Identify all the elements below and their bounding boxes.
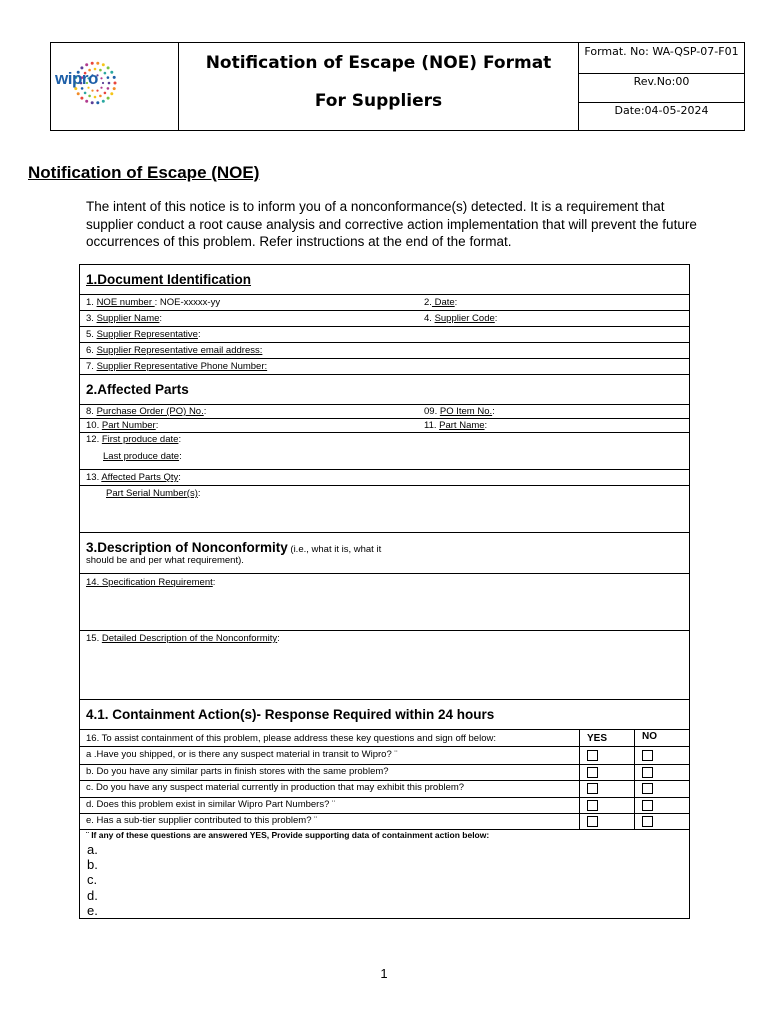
supplier-rep-label: Supplier Representative xyxy=(96,329,198,340)
supplier-email-field[interactable] xyxy=(86,345,262,356)
serial-number-label: Part Serial Number(s) xyxy=(106,488,198,499)
field-suffix: : xyxy=(454,297,458,308)
divider xyxy=(80,797,689,798)
format-date: Date:04-05-2024 xyxy=(614,104,709,117)
divider xyxy=(80,310,689,311)
yes-checkbox[interactable] xyxy=(587,816,598,827)
field-prefix: 12. xyxy=(86,434,102,445)
po-number-label: Purchase Order (PO) No. xyxy=(96,406,204,417)
revision-number: Rev.No:00 xyxy=(633,75,690,88)
first-produce-date-field[interactable] xyxy=(86,434,181,445)
containment-question: b. Do you have any similar parts in finish stores with the same problem? xyxy=(86,765,389,777)
field-suffix: : xyxy=(212,577,216,588)
field-prefix: 11. xyxy=(424,420,440,431)
section-1-title: 1.Document Identification xyxy=(86,272,252,287)
noe-number-label: NOE number xyxy=(96,297,155,308)
field-prefix: 2. xyxy=(424,297,432,308)
containment-intro: 16. To assist containment of this problem, please address these key questions and sign off below: xyxy=(86,733,496,744)
supplier-code-label: Supplier Code xyxy=(434,313,495,324)
noe-number-field[interactable] xyxy=(86,297,220,308)
meta-cell xyxy=(578,42,745,131)
section-2-title: 2.Affected Parts xyxy=(86,382,189,397)
field-suffix: : xyxy=(155,420,159,431)
divider xyxy=(80,374,689,375)
answer-c[interactable]: c. xyxy=(87,872,98,887)
specification-label: 14. Specification Requirement xyxy=(86,577,213,588)
field-prefix: 4. xyxy=(424,313,435,324)
supplier-name-label: Supplier Name xyxy=(96,313,160,324)
noe-form xyxy=(79,264,690,919)
no-checkbox[interactable] xyxy=(642,800,653,811)
divider xyxy=(579,102,744,103)
divider xyxy=(80,764,689,765)
yes-checkbox[interactable] xyxy=(587,783,598,794)
divider xyxy=(80,404,689,405)
divider xyxy=(80,432,689,433)
divider xyxy=(80,813,689,814)
no-checkbox[interactable] xyxy=(642,783,653,794)
section-3-title xyxy=(86,540,381,555)
supplier-code-field[interactable] xyxy=(424,313,497,324)
divider xyxy=(80,342,689,343)
answer-d[interactable]: d. xyxy=(87,888,98,903)
answer-e[interactable]: e. xyxy=(87,903,98,918)
divider xyxy=(80,630,689,631)
po-number-field[interactable] xyxy=(86,406,206,417)
divider xyxy=(634,729,635,829)
field-suffix: : xyxy=(179,451,182,462)
field-prefix: 13. xyxy=(86,472,102,483)
supplier-email-label: Supplier Representative email address: xyxy=(96,345,263,356)
yes-checkbox[interactable] xyxy=(587,750,598,761)
containment-question: c. Do you have any suspect material currently in production that may exhibit this problem? xyxy=(86,782,465,793)
section-3-heading: 3.Description of Nonconformity xyxy=(86,540,288,555)
supplier-rep-field[interactable] xyxy=(86,329,201,340)
containment-question: a .Have you shipped, or is there any suspect material in transit to Wipro? ¨ xyxy=(86,749,398,760)
date-label: Date xyxy=(431,297,455,308)
divider xyxy=(579,729,580,829)
supplier-name-field[interactable] xyxy=(86,313,162,324)
field-suffix: : xyxy=(197,488,201,499)
serial-number-field[interactable] xyxy=(106,488,201,499)
yes-checkbox[interactable] xyxy=(587,800,598,811)
affected-qty-label: Affected Parts Qty xyxy=(101,472,179,483)
field-prefix: 15. xyxy=(86,633,102,644)
no-checkbox[interactable] xyxy=(642,767,653,778)
section-3-note: (i.e., what it is, what it xyxy=(287,544,382,555)
containment-note: ¨ If any of these questions are answered YES, Provide supporting data of containment action below: xyxy=(86,830,490,840)
yes-checkbox[interactable] xyxy=(587,767,598,778)
field-suffix: : xyxy=(494,313,498,324)
field-suffix: : xyxy=(203,406,207,417)
divider xyxy=(80,699,689,700)
specification-field[interactable] xyxy=(86,577,215,588)
field-suffix: : xyxy=(178,434,182,445)
divider xyxy=(80,746,689,747)
field-prefix: 3. xyxy=(86,313,97,324)
last-produce-date-label: Last produce date xyxy=(103,451,180,462)
field-suffix: : xyxy=(492,406,495,417)
divider xyxy=(80,418,689,419)
part-number-field[interactable] xyxy=(86,420,158,431)
field-prefix: 09. xyxy=(424,406,440,417)
yes-column-header: YES xyxy=(587,733,608,744)
field-prefix: 6. xyxy=(86,345,97,356)
noe-number-value: : NOE-xxxxx-yy xyxy=(154,297,221,308)
part-number-label: Part Number xyxy=(101,420,156,431)
format-subtitle: For Suppliers xyxy=(314,91,443,111)
divider xyxy=(80,729,689,730)
first-produce-date-label: First produce date xyxy=(101,434,179,445)
field-suffix: : xyxy=(197,329,201,340)
divider xyxy=(80,485,689,486)
field-prefix: 1. xyxy=(86,297,97,308)
field-prefix: 10. xyxy=(86,420,102,431)
divider xyxy=(80,573,689,574)
po-item-label: PO Item No. xyxy=(439,406,493,417)
supplier-phone-label: Supplier Representative Phone Number: xyxy=(96,361,268,372)
divider xyxy=(579,73,744,74)
answer-a[interactable]: a. xyxy=(87,842,98,857)
divider xyxy=(80,532,689,533)
nonconformity-description-label: Detailed Description of the Nonconformity xyxy=(101,633,278,644)
po-item-field[interactable] xyxy=(424,406,495,417)
divider xyxy=(80,294,689,295)
last-produce-date-field[interactable] xyxy=(103,451,182,462)
containment-question: e. Has a sub-tier supplier contributed to this problem? ¨ xyxy=(86,815,318,826)
intro-paragraph: The intent of this notice is to inform you of a nonconformance(s) detected. It is a requirement that supplier conduct a root cause analysis and corrective action implementation that will prevent the future occurrences of this problem. Refer instructions at the end of the format. xyxy=(86,199,697,249)
field-prefix: 5. xyxy=(86,329,97,340)
title-cell xyxy=(178,42,579,131)
page-title: Notification of Escape (NOE) xyxy=(28,163,260,182)
logo-text: wipro xyxy=(55,69,98,88)
no-checkbox[interactable] xyxy=(642,750,653,761)
divider xyxy=(80,326,689,327)
field-suffix: : xyxy=(277,633,280,644)
part-name-field[interactable] xyxy=(424,420,487,431)
section-3-note-line2: should be and per what requirement). xyxy=(86,555,244,566)
divider xyxy=(80,469,689,470)
no-column-header: NO xyxy=(642,731,657,742)
nonconformity-description-field[interactable] xyxy=(86,633,280,644)
date-field[interactable] xyxy=(424,297,457,308)
part-name-label: Part Name xyxy=(439,420,485,431)
supplier-phone-field[interactable] xyxy=(86,361,267,372)
field-suffix: : xyxy=(159,313,163,324)
field-prefix: 7. xyxy=(86,361,97,372)
format-number: Format. No: WA-QSP-07-F01 xyxy=(584,45,739,58)
affected-qty-field[interactable] xyxy=(86,472,181,483)
field-suffix: : xyxy=(484,420,488,431)
logo-cell xyxy=(50,42,179,131)
format-title: Notification of Escape (NOE) Format xyxy=(205,53,552,73)
section-4-title: 4.1. Containment Action(s)- Response Required within 24 hours xyxy=(86,707,495,722)
document-header xyxy=(50,42,768,130)
containment-question: d. Does this problem exist in similar Wipro Part Numbers? ¨ xyxy=(86,798,336,810)
divider xyxy=(80,358,689,359)
divider xyxy=(80,780,689,781)
answer-b[interactable]: b. xyxy=(87,857,98,872)
no-checkbox[interactable] xyxy=(642,816,653,827)
page-number: 1 xyxy=(380,966,388,981)
field-prefix: 8. xyxy=(86,406,97,417)
field-suffix: : xyxy=(178,472,181,483)
